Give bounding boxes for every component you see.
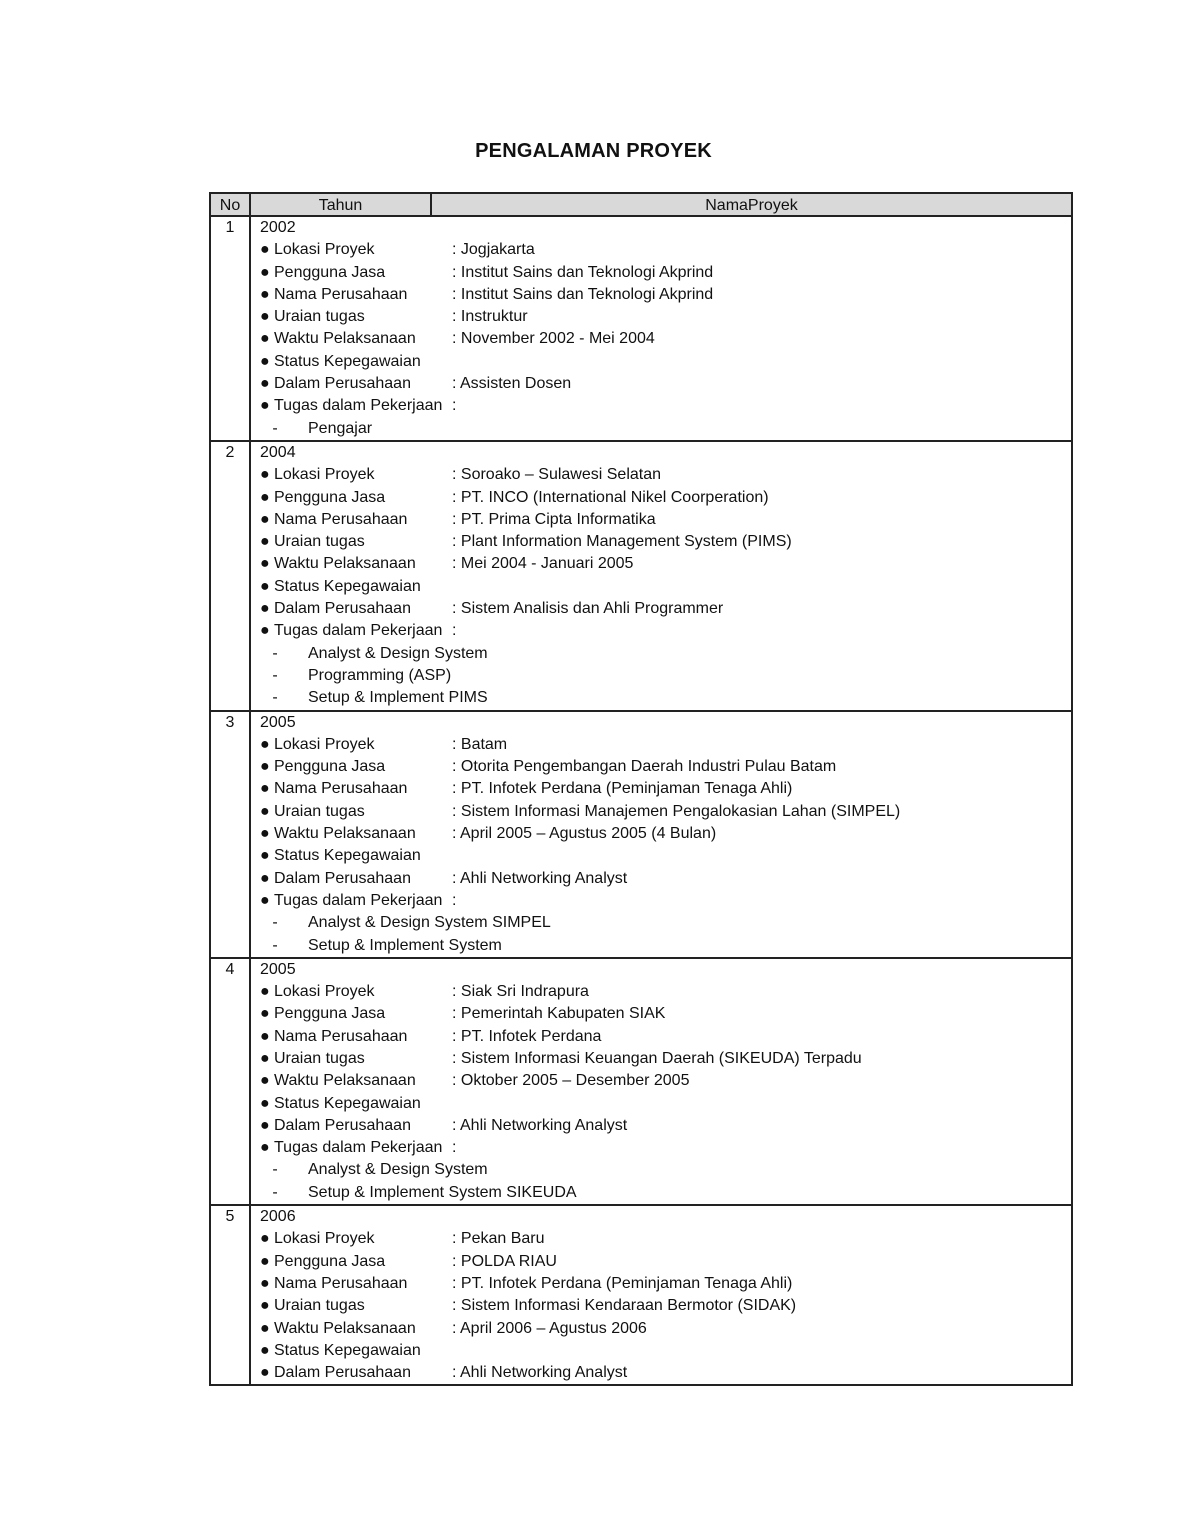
bullet-icon: ● [260,758,270,776]
detail-value: : PT. Prima Cipta Informatika [452,510,656,528]
bullet-icon: ● [260,488,270,506]
detail-waktu [260,328,1071,350]
task-item [260,935,1071,957]
row-year: 2006 [260,1208,296,1226]
detail-label: Pengguna Jasa [274,488,386,506]
table-row [211,1206,1071,1384]
detail-waktu [260,823,1071,845]
row-number: 5 [211,1206,251,1384]
bullet-icon: ● [260,1297,270,1315]
detail-value: : Sistem Informasi Manajemen Pengalokasian Lahan (SIMPEL) [452,802,901,820]
detail-uraian [260,801,1071,823]
detail-value: : [452,891,457,909]
task-text: Analyst & Design System SIMPEL [308,914,551,932]
detail-value: : POLDA RIAU [452,1252,557,1270]
detail-pengguna [260,262,1071,284]
detail-uraian [260,1048,1071,1070]
detail-label: Pengguna Jasa [274,1005,386,1023]
bullet-icon: ● [260,397,270,415]
dash-icon: - [272,1183,278,1201]
detail-dalam [260,598,1071,620]
detail-label: Pengguna Jasa [274,1252,386,1270]
detail-label: Lokasi Proyek [274,466,375,484]
bullet-icon: ● [260,1274,270,1292]
bullet-icon: ● [260,1027,270,1045]
detail-label: Tugas dalam Pekerjaan [274,1139,443,1157]
task-item [260,418,1071,440]
detail-status [260,351,1071,373]
detail-waktu [260,1070,1071,1092]
row-details [251,442,1071,710]
task-item [260,1182,1071,1204]
detail-label: Waktu Pelaksanaan [274,825,416,843]
detail-value: : Institut Sains dan Teknologi Akprind [452,263,714,281]
bullet-icon: ● [260,847,270,865]
detail-value: : Sistem Informasi Keuangan Daerah (SIKEUDA) Terpadu [452,1049,862,1067]
bullet-icon: ● [260,555,270,573]
dash-icon: - [272,1161,278,1179]
task-text: Setup & Implement System [308,936,502,954]
table-row [211,442,1071,712]
detail-dalam [260,1362,1071,1384]
detail-value: : Institut Sains dan Teknologi Akprind [452,285,714,303]
row-number: 2 [211,442,251,710]
bullet-icon: ● [260,1319,270,1337]
row-year: 2002 [260,219,296,236]
detail-perusahaan [260,509,1071,531]
detail-label: Status Kepegawaian [274,1341,421,1359]
detail-value: : Oktober 2005 – Desember 2005 [452,1072,690,1090]
detail-pengguna [260,487,1071,509]
task-item [260,687,1071,709]
table-row [211,217,1071,442]
header-tahun: Tahun [251,194,432,215]
row-details [251,1206,1071,1384]
detail-value: : Sistem Analisis dan Ahli Programmer [452,600,724,618]
detail-lokasi [260,1228,1071,1250]
detail-value: : Jogjakarta [452,241,535,259]
header-nama-proyek: NamaProyek [705,197,798,214]
dash-icon: - [272,689,278,707]
row-details [251,959,1071,1204]
detail-dalam [260,373,1071,395]
bullet-icon: ● [260,1252,270,1270]
detail-status [260,1093,1071,1115]
detail-label: Uraian tugas [274,1049,365,1067]
detail-tugas [260,890,1071,912]
detail-tugas [260,1137,1071,1159]
dash-icon: - [272,644,278,662]
bullet-icon: ● [260,308,270,326]
task-text: Pengajar [308,419,373,437]
row-year: 2005 [260,960,296,978]
task-text: Setup & Implement PIMS [308,689,488,707]
detail-dalam [260,868,1071,890]
bullet-icon: ● [260,600,270,618]
detail-label: Tugas dalam Pekerjaan [274,622,443,640]
detail-label: Lokasi Proyek [274,983,375,1001]
detail-value: : PT. INCO (International Nikel Coorperation) [452,488,769,506]
detail-label: Lokasi Proyek [274,1230,375,1248]
bullet-icon: ● [260,1364,270,1382]
detail-perusahaan [260,1026,1071,1048]
bullet-icon: ● [260,577,270,595]
detail-value: : PT. Infotek Perdana (Peminjaman Tenaga Ahli) [452,1274,793,1292]
task-text: Analyst & Design System [308,1161,488,1179]
detail-label: Waktu Pelaksanaan [274,330,416,348]
detail-pengguna [260,756,1071,778]
bullet-icon: ● [260,1230,270,1248]
row-details [251,712,1071,957]
detail-value: : Otorita Pengembangan Daerah Industri Pulau Batam [452,758,837,776]
detail-value: : PT. Infotek Perdana (Peminjaman Tenaga Ahli) [452,780,793,798]
bullet-icon: ● [260,352,270,370]
detail-value: : November 2002 - Mei 2004 [452,330,655,348]
detail-waktu [260,1318,1071,1340]
bullet-icon: ● [260,735,270,753]
table-body [211,217,1071,1384]
header-no: No [211,194,251,215]
task-item [260,1159,1071,1181]
detail-value: : Assisten Dosen [452,375,572,393]
task-item [260,912,1071,934]
table-row [211,712,1071,959]
detail-label: Nama Perusahaan [274,1027,408,1045]
bullet-icon: ● [260,466,270,484]
row-year: 2004 [260,443,296,461]
project-table [209,192,1073,1386]
bullet-icon: ● [260,780,270,798]
detail-value: : Soroako – Sulawesi Selatan [452,466,662,484]
dash-icon: - [272,936,278,954]
detail-value: : [452,1139,457,1157]
bullet-icon: ● [260,891,270,909]
detail-label: Nama Perusahaan [274,780,408,798]
page-title: PENGALAMAN PROYEK [475,140,712,162]
detail-value: : Sistem Informasi Kendaraan Bermotor (SIDAK) [452,1297,797,1315]
dash-icon: - [272,666,278,684]
detail-perusahaan [260,1273,1071,1295]
row-number: 3 [211,712,251,957]
detail-lokasi [260,981,1071,1003]
detail-waktu [260,553,1071,575]
detail-label: Status Kepegawaian [274,577,421,595]
detail-perusahaan [260,284,1071,306]
detail-status [260,1340,1071,1362]
detail-lokasi [260,734,1071,756]
bullet-icon: ● [260,241,270,259]
detail-lokasi [260,464,1071,486]
detail-label: Status Kepegawaian [274,1094,421,1112]
detail-value: : April 2006 – Agustus 2006 [452,1319,647,1337]
detail-label: Tugas dalam Pekerjaan [274,891,443,909]
detail-uraian [260,531,1071,553]
detail-label: Uraian tugas [274,802,365,820]
bullet-icon: ● [260,802,270,820]
detail-value: : Ahli Networking Analyst [452,869,628,887]
task-item [260,665,1071,687]
detail-label: Dalam Perusahaan [274,375,411,393]
detail-label: Status Kepegawaian [274,847,421,865]
row-number: 1 [211,217,251,440]
bullet-icon: ● [260,510,270,528]
detail-value: : Ahli Networking Analyst [452,1364,628,1382]
task-text: Programming (ASP) [308,666,452,684]
detail-label: Uraian tugas [274,308,365,326]
detail-value: : [452,397,457,415]
bullet-icon: ● [260,330,270,348]
bullet-icon: ● [260,1341,270,1359]
detail-label: Pengguna Jasa [274,758,386,776]
detail-label: Dalam Perusahaan [274,1364,411,1382]
detail-tugas [260,395,1071,417]
bullet-icon: ● [260,1139,270,1157]
bullet-icon: ● [260,285,270,303]
bullet-icon: ● [260,983,270,1001]
detail-dalam [260,1115,1071,1137]
detail-uraian [260,306,1071,328]
detail-label: Waktu Pelaksanaan [274,555,416,573]
table-row [211,959,1071,1206]
bullet-icon: ● [260,1049,270,1067]
task-text: Setup & Implement System SIKEUDA [308,1183,577,1201]
bullet-icon: ● [260,1116,270,1134]
bullet-icon: ● [260,263,270,281]
detail-label: Waktu Pelaksanaan [274,1072,416,1090]
bullet-icon: ● [260,1072,270,1090]
detail-label: Pengguna Jasa [274,263,386,281]
detail-value: : Mei 2004 - Januari 2005 [452,555,634,573]
detail-perusahaan [260,778,1071,800]
detail-label: Status Kepegawaian [274,352,421,370]
table-header [211,194,1071,217]
row-number: 4 [211,959,251,1204]
bullet-icon: ● [260,375,270,393]
detail-label: Lokasi Proyek [274,241,375,259]
bullet-icon: ● [260,869,270,887]
bullet-icon: ● [260,825,270,843]
detail-value: : Instruktur [452,308,528,326]
detail-pengguna [260,1251,1071,1273]
detail-status [260,845,1071,867]
detail-label: Nama Perusahaan [274,285,408,303]
row-year: 2005 [260,713,296,731]
detail-label: Uraian tugas [274,533,365,551]
detail-label: Dalam Perusahaan [274,600,411,618]
bullet-icon: ● [260,622,270,640]
detail-label: Tugas dalam Pekerjaan [274,397,443,415]
detail-value: : [452,622,457,640]
task-text: Analyst & Design System [308,644,488,662]
bullet-icon: ● [260,533,270,551]
detail-value: : Ahli Networking Analyst [452,1116,628,1134]
detail-value: : PT. Infotek Perdana [452,1027,602,1045]
dash-icon: - [272,419,278,437]
detail-status [260,576,1071,598]
detail-label: Dalam Perusahaan [274,869,411,887]
dash-icon: - [272,914,278,932]
detail-value: : Plant Information Management System (PIMS) [452,533,792,551]
bullet-icon: ● [260,1005,270,1023]
detail-label: Waktu Pelaksanaan [274,1319,416,1337]
detail-value: : Siak Sri Indrapura [452,983,589,1001]
detail-value: : April 2005 – Agustus 2005 (4 Bulan) [452,825,717,843]
detail-label: Nama Perusahaan [274,510,408,528]
detail-label: Dalam Perusahaan [274,1116,411,1134]
detail-lokasi [260,239,1071,261]
detail-value: : Batam [452,735,508,753]
detail-label: Nama Perusahaan [274,1274,408,1292]
detail-pengguna [260,1003,1071,1025]
detail-label: Lokasi Proyek [274,735,375,753]
detail-value: : Pemerintah Kabupaten SIAK [452,1005,666,1023]
detail-label: Uraian tugas [274,1297,365,1315]
row-details [251,217,1071,440]
task-item [260,643,1071,665]
detail-uraian [260,1295,1071,1317]
bullet-icon: ● [260,1094,270,1112]
detail-tugas [260,620,1071,642]
detail-value: : Pekan Baru [452,1230,545,1248]
